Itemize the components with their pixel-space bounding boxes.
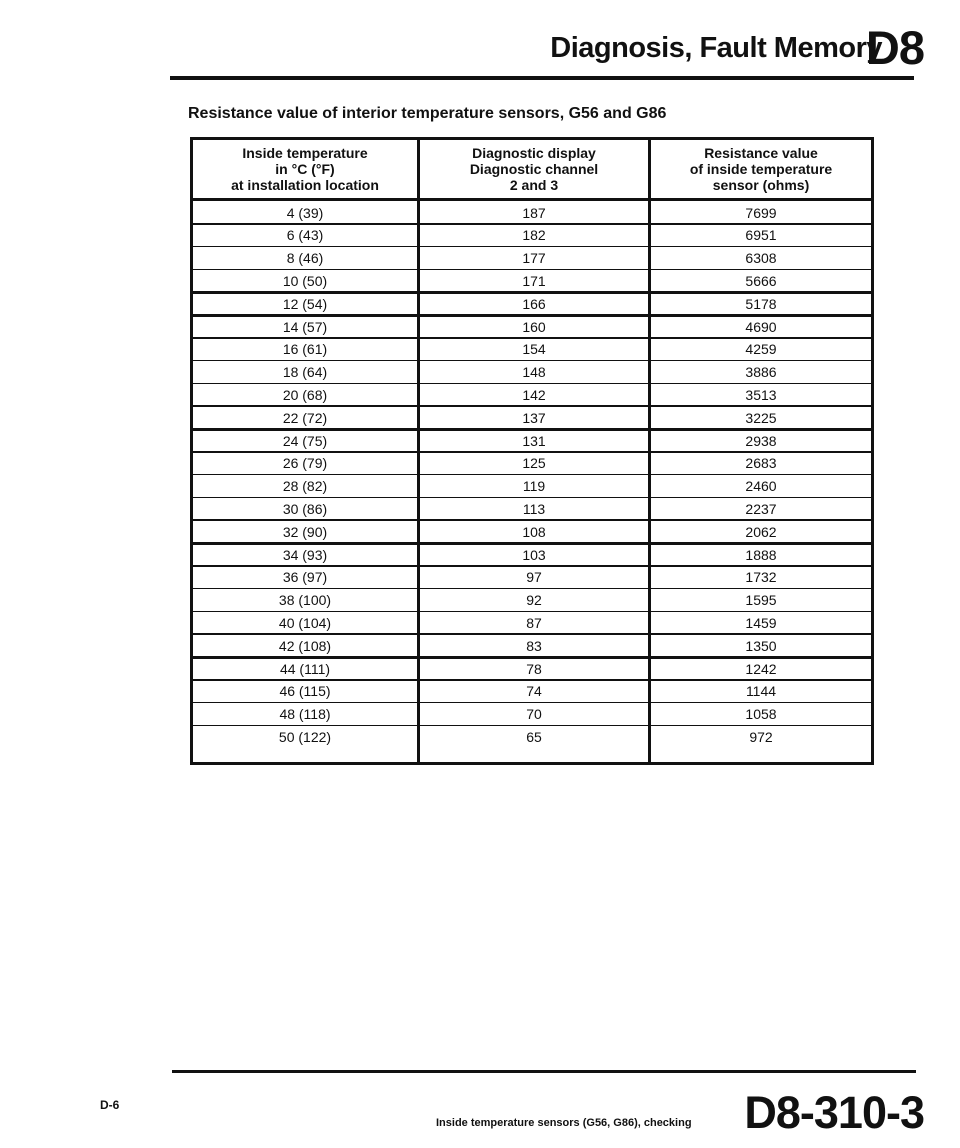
cell-temperature: 26 (79) (282, 455, 328, 472)
cell-diagnostic-value: 171 (522, 272, 546, 289)
cell-diagnostic-value: 182 (522, 227, 546, 244)
header-inside-temperature (193, 140, 417, 198)
cell-resistance: 3513 (745, 386, 777, 403)
header-line: in °C (°F) (275, 161, 335, 177)
cell-temperature: 22 (72) (282, 409, 328, 426)
cell-temperature: 36 (97) (282, 569, 328, 586)
header-diagnostic-display (420, 140, 648, 198)
header-line: 2 and 3 (509, 177, 559, 193)
cell-diagnostic-value: 65 (526, 728, 542, 745)
cell-temperature: 18 (64) (282, 364, 328, 381)
header-line: sensor (ohms) (712, 177, 810, 193)
cell-diagnostic-value: 187 (522, 204, 546, 221)
page-number: D-6 (100, 1098, 120, 1112)
cell-resistance: 6308 (745, 250, 777, 267)
cell-resistance: 4259 (745, 341, 777, 358)
cell-temperature: 32 (90) (282, 523, 328, 540)
cell-resistance: 2683 (745, 455, 777, 472)
footer-caption: Inside temperature sensors (G56, G86), checking (436, 1117, 692, 1129)
cell-temperature: 34 (93) (282, 546, 328, 563)
cell-diagnostic-value: 131 (522, 432, 546, 449)
cell-diagnostic-value: 113 (522, 500, 546, 517)
cell-diagnostic-value: 148 (522, 364, 546, 381)
cell-diagnostic-value: 87 (526, 614, 542, 631)
cell-diagnostic-value: 119 (522, 478, 546, 495)
cell-temperature: 8 (46) (286, 250, 324, 267)
cell-diagnostic-value: 142 (522, 386, 546, 403)
header-rule (170, 76, 914, 80)
cell-diagnostic-value: 83 (526, 637, 542, 654)
cell-resistance: 5178 (745, 295, 777, 312)
cell-temperature: 28 (82) (282, 478, 328, 495)
cell-temperature: 46 (115) (279, 683, 331, 700)
cell-diagnostic-value: 160 (522, 318, 546, 335)
cell-temperature: 14 (57) (282, 318, 328, 335)
cell-resistance: 3886 (745, 364, 777, 381)
cell-diagnostic-value: 74 (526, 683, 542, 700)
cell-resistance: 4690 (745, 318, 777, 335)
cell-resistance: 1888 (745, 546, 777, 563)
header-line: Inside temperature (242, 145, 368, 161)
section-code: D8 (865, 21, 924, 74)
footer-rule (172, 1070, 916, 1073)
cell-temperature: 42 (108) (278, 637, 332, 654)
cell-temperature: 20 (68) (282, 386, 328, 403)
cell-diagnostic-value: 125 (522, 455, 546, 472)
header-resistance-value (651, 140, 871, 198)
cell-temperature: 38 (100) (278, 592, 332, 609)
cell-temperature: 4 (39) (286, 204, 324, 221)
cell-temperature: 40 (104) (278, 614, 332, 631)
cell-resistance: 972 (749, 728, 773, 745)
cell-resistance: 3225 (745, 409, 777, 426)
cell-resistance: 1144 (745, 683, 777, 700)
cell-diagnostic-value: 92 (526, 592, 542, 609)
cell-resistance: 2237 (745, 500, 777, 517)
cell-resistance: 7699 (745, 204, 777, 221)
cell-diagnostic-value: 166 (522, 295, 546, 312)
cell-diagnostic-value: 103 (522, 546, 546, 563)
header-line: Diagnostic display (472, 145, 596, 161)
cell-temperature: 50 (122) (278, 728, 332, 745)
header-line: at installation location (231, 177, 379, 193)
cell-resistance: 2460 (745, 478, 777, 495)
header-line: Diagnostic channel (469, 161, 599, 177)
header-line: Resistance value (704, 145, 818, 161)
cell-diagnostic-value: 137 (522, 409, 546, 426)
cell-temperature: 12 (54) (282, 295, 328, 312)
cell-resistance: 2938 (745, 432, 777, 449)
table-title: Resistance value of interior temperature sensors, G56 and G86 (188, 105, 667, 122)
cell-diagnostic-value: 70 (526, 706, 542, 723)
page-code: D8-310-3 (744, 1087, 924, 1138)
cell-temperature: 24 (75) (282, 432, 328, 449)
cell-diagnostic-value: 97 (526, 569, 542, 586)
cell-temperature: 44 (111) (279, 660, 331, 677)
cell-temperature: 6 (43) (286, 227, 324, 244)
cell-resistance: 2062 (745, 523, 777, 540)
cell-resistance: 1595 (745, 592, 777, 609)
cell-temperature: 10 (50) (282, 272, 328, 289)
header-line: of inside temperature (689, 161, 833, 177)
cell-temperature: 48 (118) (279, 706, 331, 723)
cell-resistance: 6951 (745, 227, 777, 244)
cell-temperature: 30 (86) (282, 500, 328, 517)
cell-temperature: 16 (61) (282, 341, 328, 358)
cell-diagnostic-value: 177 (522, 250, 546, 267)
cell-resistance: 1350 (745, 637, 777, 654)
cell-resistance: 1732 (745, 569, 777, 586)
cell-diagnostic-value: 108 (522, 523, 546, 540)
resistance-table (190, 137, 874, 765)
page-title: Diagnosis, Fault Memory (550, 32, 882, 64)
cell-diagnostic-value: 78 (526, 660, 542, 677)
cell-resistance: 1242 (745, 660, 777, 677)
cell-diagnostic-value: 154 (522, 341, 546, 358)
cell-resistance: 1058 (745, 706, 777, 723)
cell-resistance: 1459 (745, 614, 777, 631)
cell-resistance: 5666 (745, 272, 777, 289)
